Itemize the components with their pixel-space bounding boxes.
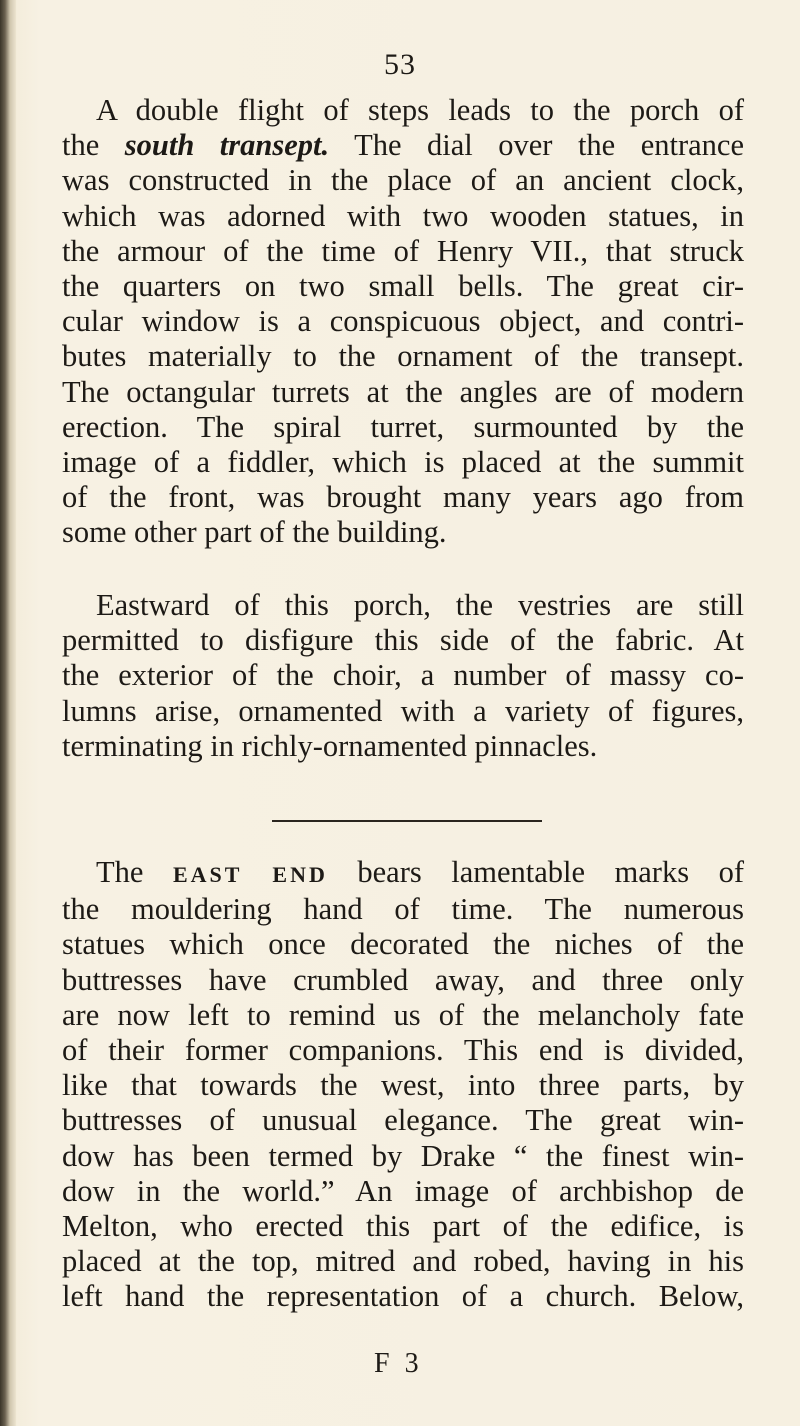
- text-line: left hand the representation of a church. Below,: [62, 1279, 744, 1314]
- text-line: A double flight of steps leads to the porch of: [96, 93, 744, 127]
- paragraph-vestries: [62, 588, 744, 764]
- text-line: image of a fiddler, which is placed at the summit: [62, 445, 744, 480]
- page-number: 53: [384, 48, 416, 81]
- text-line: the quarters on two small bells. The great cir-: [62, 269, 744, 304]
- text-line: erection. The spiral turret, surmounted by the: [62, 409, 744, 444]
- text-line: buttresses have crumbled away, and three only: [62, 962, 744, 997]
- text-line: [62, 128, 744, 163]
- text-line: buttresses of unusual elegance. The great win-: [62, 1103, 744, 1138]
- text-span: the: [62, 128, 100, 163]
- text-line: of their former companions. This end is divided,: [62, 1033, 744, 1068]
- smallcaps-heading: EAST END: [172, 862, 328, 887]
- text-span: The: [96, 855, 144, 889]
- page-binding-edge: [0, 0, 16, 1426]
- text-line: lumns arise, ornamented with a variety of figures,: [62, 693, 744, 728]
- text-line: like that towards the west, into three parts, by: [62, 1068, 744, 1103]
- text-span: The dial over the entrance: [354, 128, 745, 163]
- section-divider: [272, 820, 542, 822]
- text-line: dow in the world.” An image of archbishop de: [62, 1173, 744, 1208]
- text-line: the mouldering hand of time. The numerous: [62, 892, 744, 927]
- text-line: Melton, who erected this part of the edifice, is: [62, 1209, 744, 1244]
- text-line: the armour of the time of Henry VII., that struck: [62, 233, 744, 268]
- text-line: which was adorned with two wooden statues, in: [62, 198, 744, 233]
- text-line: the exterior of the choir, a number of massy co-: [62, 658, 744, 693]
- text-line: placed at the top, mitred and robed, having in his: [62, 1244, 744, 1279]
- text-line: of the front, was brought many years ago from: [62, 480, 744, 515]
- text-span: bears lamentable marks of: [357, 855, 745, 889]
- text-line: permitted to disfigure this side of the fabric. At: [62, 623, 744, 658]
- text-line: was constructed in the place of an ancient clock,: [62, 163, 744, 198]
- text-line: are now left to remind us of the melancholy fate: [62, 997, 744, 1032]
- text-line: dow has been termed by Drake “ the finest win-: [62, 1138, 744, 1173]
- paragraph-east-end: [62, 855, 744, 1315]
- text-line: statues which once decorated the niches of the: [62, 927, 744, 962]
- text-line: terminating in richly-ornamented pinnacles.: [62, 728, 598, 763]
- paragraph-south-transept: [62, 93, 744, 551]
- signature-mark: F 3: [374, 1348, 423, 1379]
- text-line: butes materially to the ornament of the transept.: [62, 339, 744, 374]
- text-line: The octangular turrets at the angles are of modern: [62, 374, 744, 409]
- italic-term: south transept.: [124, 128, 330, 163]
- text-line: Eastward of this porch, the vestries are still: [96, 588, 744, 622]
- text-line: [62, 855, 744, 892]
- text-line: some other part of the building.: [62, 515, 447, 550]
- text-line: cular window is a conspicuous object, and contri-: [62, 304, 744, 339]
